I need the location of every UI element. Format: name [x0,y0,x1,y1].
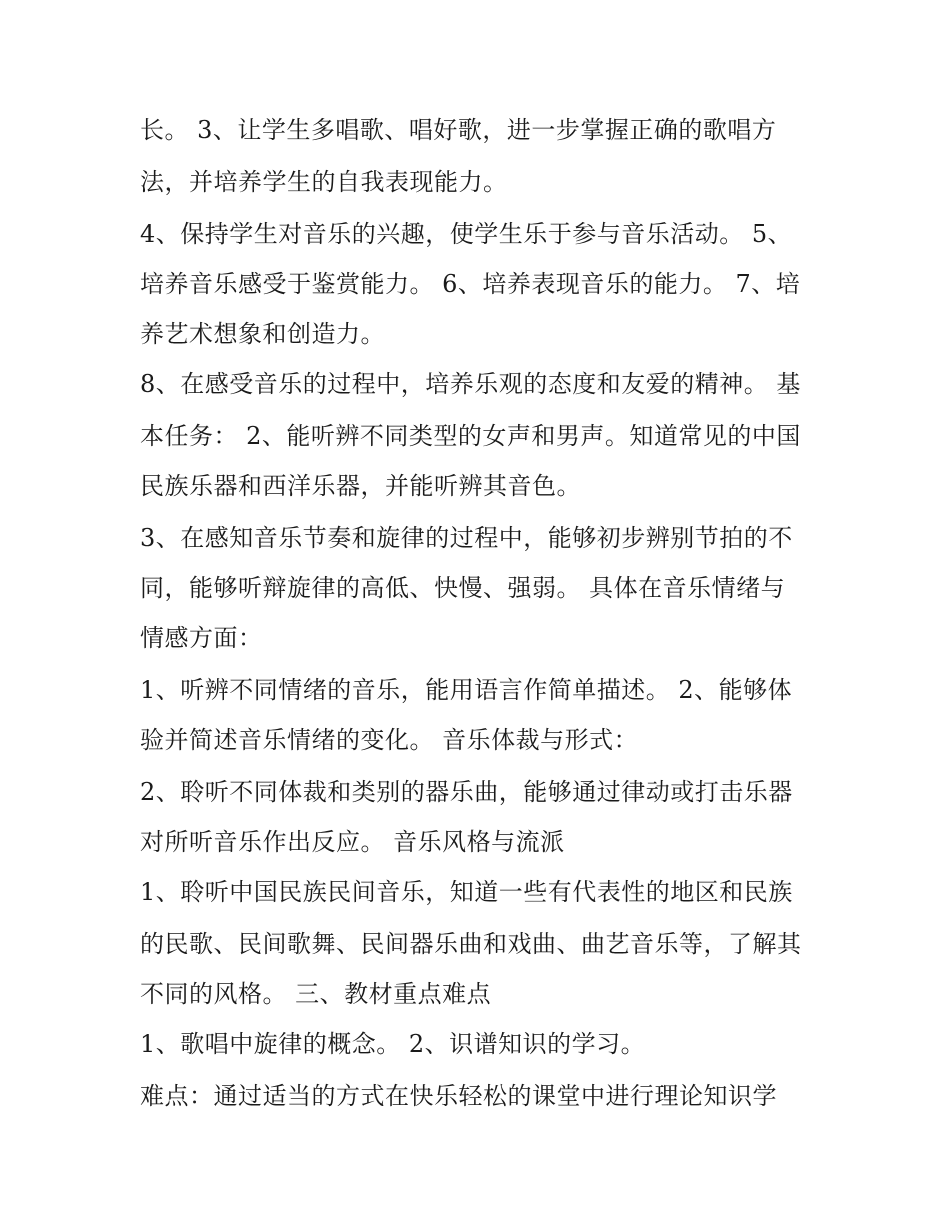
text-line: 1、聆听中国民族民间音乐，知道一些有代表性的地区和民族 [140,878,793,906]
text-line: 不同的风格。 三、教材重点难点 [140,980,492,1008]
text-line: 的民歌、民间歌舞、民间器乐曲和戏曲、曲艺音乐等，了解其 [140,930,802,958]
text-line: 民族乐器和西洋乐器，并能听辨其音色。 [140,472,581,500]
text-line: 难点：通过适当的方式在快乐轻松的课堂中进行理论知识学 [140,1082,777,1110]
text-line: 4、保持学生对音乐的兴趣，使学生乐于参与音乐活动。 5、 [140,220,793,248]
text-line: 1、听辨不同情绪的音乐，能用语言作简单描述。 2、能够体 [140,676,793,704]
text-line: 情感方面： [140,624,263,652]
text-line: 2、聆听不同体裁和类别的器乐曲，能够通过律动或打击乐器 [140,778,793,806]
text-line: 同，能够听辩旋律的高低、快慢、强弱。 具体在音乐情绪与 [140,574,786,602]
text-line: 养艺术想象和创造力。 [140,320,385,348]
text-line: 长。 3、让学生多唱歌、唱好歌，进一步掌握正确的歌唱方 [140,116,777,144]
text-line: 培养音乐感受于鉴赏能力。 6、培养表现音乐的能力。 7、培 [140,270,801,298]
text-line: 3、在感知音乐节奏和旋律的过程中，能够初步辨别节拍的不 [140,524,793,552]
text-line: 1、歌唱中旋律的概念。 2、识谱知识的学习。 [140,1030,646,1058]
text-line: 8、在感受音乐的过程中，培养乐观的态度和友爱的精神。 基 [140,370,801,398]
text-line: 本任务： 2、能听辨不同类型的女声和男声。知道常见的中国 [140,422,801,450]
text-line: 对所听音乐作出反应。 音乐风格与流派 [140,828,565,856]
text-line: 验并简述音乐情绪的变化。 音乐体裁与形式： [140,726,639,754]
text-line: 法，并培养学生的自我表现能力。 [140,168,508,196]
